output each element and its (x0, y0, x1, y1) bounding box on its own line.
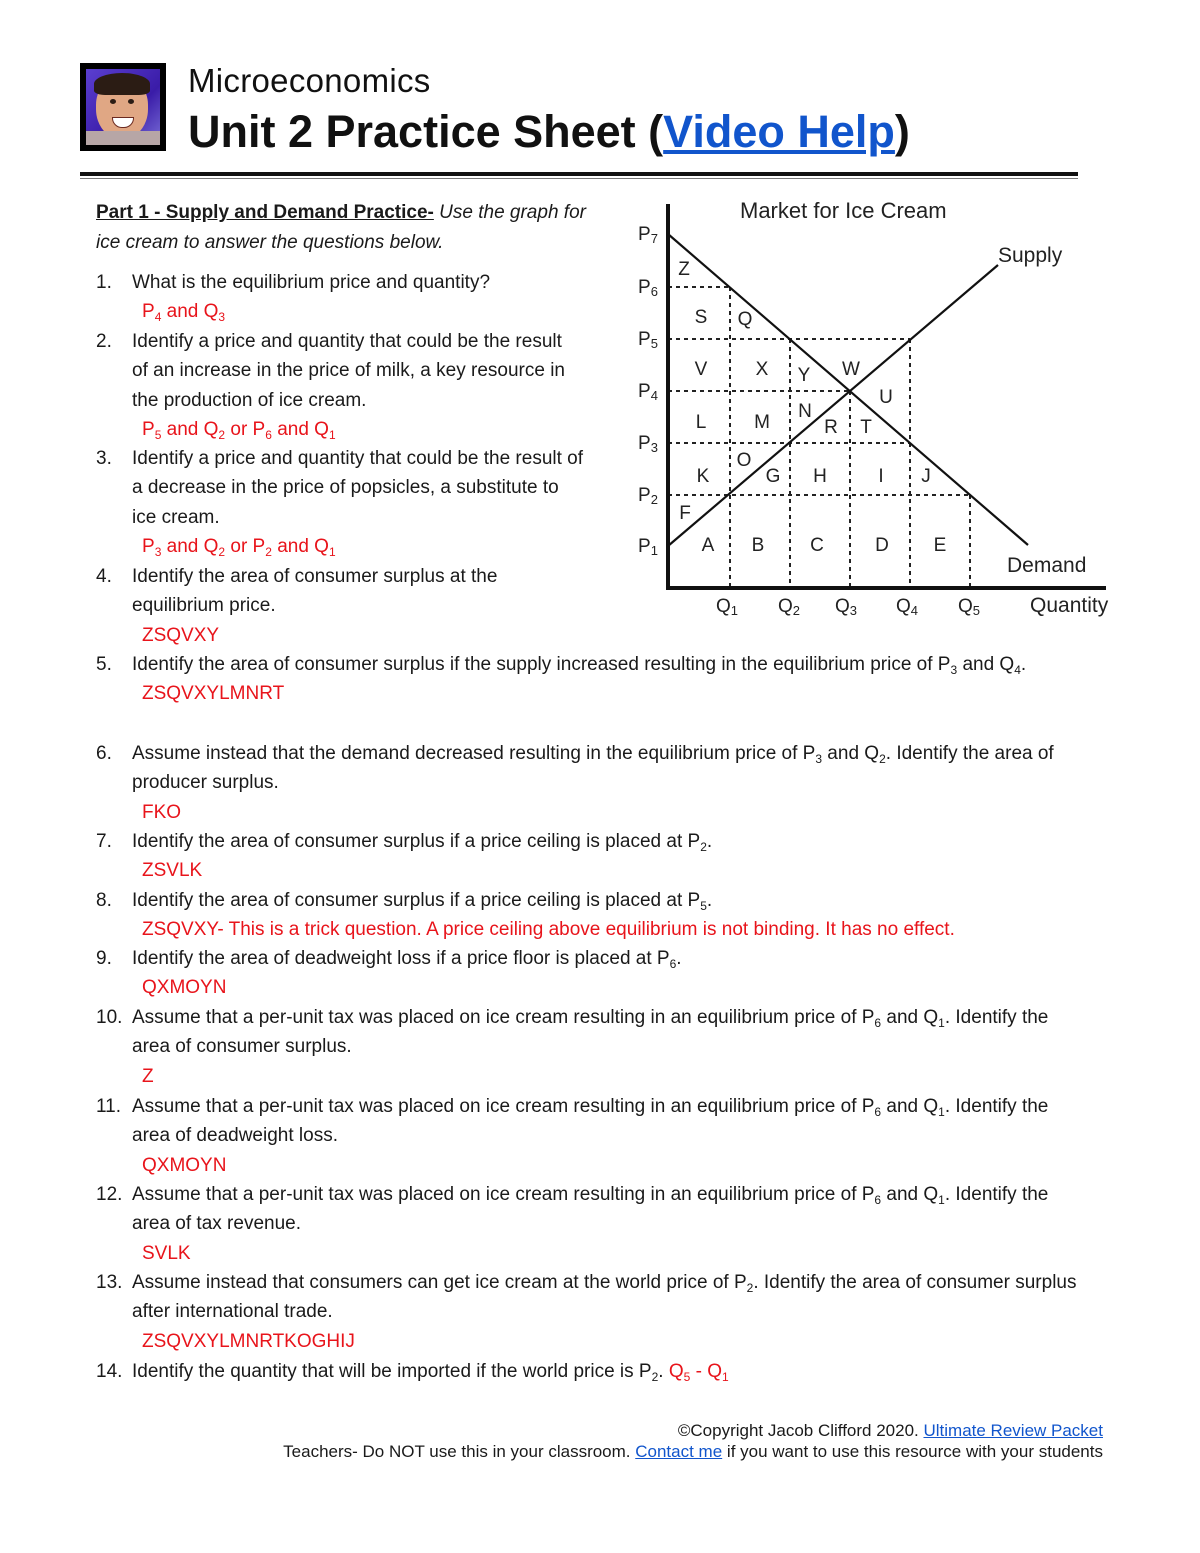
svg-text:R: R (824, 417, 838, 438)
question-14: 14. Identify the quantity that will be imported if the world price is $P_2$. $Q_5 - Q_1$ (96, 1361, 729, 1384)
svg-text:N: N (798, 401, 812, 422)
question-9: 9. Identify the area of deadweight loss if a price floor is placed at $P_6$. QXMOYN (96, 944, 1086, 1003)
answer-9: QXMOYN (142, 977, 227, 999)
title-close-paren: ) (894, 106, 910, 157)
svg-text:F: F (679, 503, 691, 524)
svg-text:A: A (701, 535, 715, 556)
svg-text:E: E (933, 535, 947, 556)
answer-1: $P_4$ and $Q_3$ (142, 301, 226, 325)
answer-4: ZSQVXY (142, 624, 220, 646)
supply-demand-chart (620, 190, 1140, 630)
svg-text:K: K (696, 466, 710, 487)
author-photo (80, 63, 166, 151)
svg-text:M: M (754, 412, 770, 433)
svg-text:T: T (860, 417, 872, 438)
svg-text:Q: Q (737, 309, 753, 330)
svg-text:Y: Y (797, 365, 811, 386)
header-divider-thin (80, 178, 1078, 179)
svg-text:P3: P3 (638, 433, 658, 455)
svg-text:H: H (813, 466, 827, 487)
svg-text:U: U (879, 387, 893, 408)
svg-text:D: D (875, 535, 889, 556)
question-2: 2. Identify a price and quantity that could be the result of an increase in the price of milk, a key resource in the production of ice cream. $P_5$ and $Q_2$ or $P_6$ and $Q_1$ (96, 327, 576, 445)
svg-text:O: O (736, 450, 752, 471)
question-3: 3. Identify a price and quantity that could be the result of a decrease in the price of popsicles, a substitute to ice cream. $P_3$ and $Q_2$ or $P_2$ and $Q_1$ (96, 444, 586, 562)
svg-text:Supply: Supply (998, 244, 1063, 267)
question-12: 12. Assume that a per-unit tax was placed on ice cream resulting in an equilibrium price of $P_6$ and $Q_1$. Identify the area of tax revenue. SVLK (96, 1180, 1086, 1268)
part1-heading: Part 1 - Supply and Demand Practice- (96, 202, 434, 223)
svg-text:Q4: Q4 (896, 596, 919, 618)
contact-me-link[interactable]: Contact me (635, 1442, 723, 1461)
question-13: 13. Assume instead that consumers can get ice cream at the world price of $P_2$. Identify the area of consumer surplus after international trade. ZSQVXYLMNRTKOGHIJ (96, 1268, 1086, 1356)
question-6: 6. Assume instead that the demand decreased resulting in the equilibrium price of $P_3$ and $Q_2$. Identify the area of producer surplus. FKO (96, 739, 1086, 827)
demand-curve (668, 234, 1028, 545)
question-5: 5. Identify the area of consumer surplus if the supply increased resulting in the equilibrium price of $P_3$ and $Q_4$. ZSQVXYLMNRT (96, 650, 1086, 709)
svg-text:Demand: Demand (1007, 554, 1087, 577)
question-8: 8. Identify the area of consumer surplus if a price ceiling is placed at $P_5$. ZSQVXY- This is a trick question. A price ceiling above equilibrium is not binding. It has no effect. (96, 886, 1086, 945)
answer-2: $P_5$ and $Q_2$ or $P_6$ and $Q_1$ (142, 419, 336, 443)
svg-text:P2: P2 (638, 485, 658, 507)
svg-text:Quantity: Quantity (1030, 594, 1109, 617)
svg-text:P4: P4 (638, 381, 658, 403)
svg-text:J: J (921, 466, 931, 487)
svg-text:P1: P1 (638, 536, 658, 558)
answer-7: ZSVLK (142, 860, 203, 882)
svg-text:B: B (751, 535, 765, 556)
svg-text:P7: P7 (638, 224, 658, 246)
question-7: 7. Identify the area of consumer surplus if a price ceiling is placed at $P_2$. ZSVLK (96, 827, 1086, 886)
course-subtitle: Microeconomics (188, 62, 431, 99)
answer-5: ZSQVXYLMNRT (142, 683, 285, 705)
answer-8: ZSQVXY- This is a trick question. A price ceiling above equilibrium is not binding. It has no effect. (142, 919, 955, 941)
svg-text:G: G (765, 466, 781, 487)
answer-3: $P_3$ and $Q_2$ or $P_2$ and $Q_1$ (142, 536, 336, 560)
answer-11: QXMOYN (142, 1154, 227, 1176)
footer-copyright: ©Copyright Jacob Clifford 2020. Ultimate Review Packet (677, 1421, 1103, 1440)
svg-text:C: C (810, 535, 824, 556)
part1-intro (96, 198, 596, 258)
answer-12: SVLK (142, 1242, 191, 1264)
svg-text:Z: Z (678, 259, 690, 280)
svg-text:Q1: Q1 (716, 596, 739, 618)
svg-text:V: V (694, 359, 708, 380)
supply-curve (668, 265, 998, 546)
part1-instruction: Use the graph for ice cream to answer the questions below. (96, 202, 586, 253)
question-4: 4. Identify the area of consumer surplus at the equilibrium price. ZSQVXY (96, 562, 556, 650)
footer-teachers-note: Teachers- Do NOT use this in your classroom. Contact me if you want to use this resource with your students (283, 1442, 1103, 1461)
chart-title: Market for Ice Cream (740, 198, 947, 223)
title-text: Unit 2 Practice Sheet ( (188, 106, 664, 157)
page-title (188, 106, 910, 158)
answer-10: Z (142, 1065, 154, 1087)
svg-text:L: L (695, 412, 707, 433)
svg-text:P6: P6 (638, 277, 658, 299)
question-1: 1. What is the equilibrium price and quantity? $P_4$ and $Q_3$ (96, 268, 576, 327)
svg-text:Q5: Q5 (958, 596, 981, 618)
header-divider (80, 172, 1078, 176)
svg-text:I: I (878, 466, 884, 487)
question-10: 10. Assume that a per-unit tax was placed on ice cream resulting in an equilibrium price of $P_6$ and $Q_1$. Identify the area of consumer surplus. Z (96, 1003, 1086, 1091)
svg-text:P5: P5 (638, 329, 658, 351)
svg-text:Q3: Q3 (835, 596, 858, 618)
video-help-link[interactable]: Video Help (663, 106, 895, 157)
svg-text:W: W (842, 359, 860, 380)
question-11: 11. Assume that a per-unit tax was placed on ice cream resulting in an equilibrium price of $P_6$ and $Q_1$. Identify the area of deadweight loss. QXMOYN (96, 1092, 1086, 1180)
svg-text:Q2: Q2 (778, 596, 801, 618)
answer-6: FKO (142, 801, 182, 823)
svg-text:X: X (755, 359, 769, 380)
svg-text:S: S (694, 307, 708, 328)
answer-14: $Q_5 - Q_1$ (668, 1361, 729, 1384)
ultimate-review-packet-link[interactable]: Ultimate Review Packet (923, 1421, 1103, 1440)
answer-13: ZSQVXYLMNRTKOGHIJ (142, 1330, 355, 1352)
